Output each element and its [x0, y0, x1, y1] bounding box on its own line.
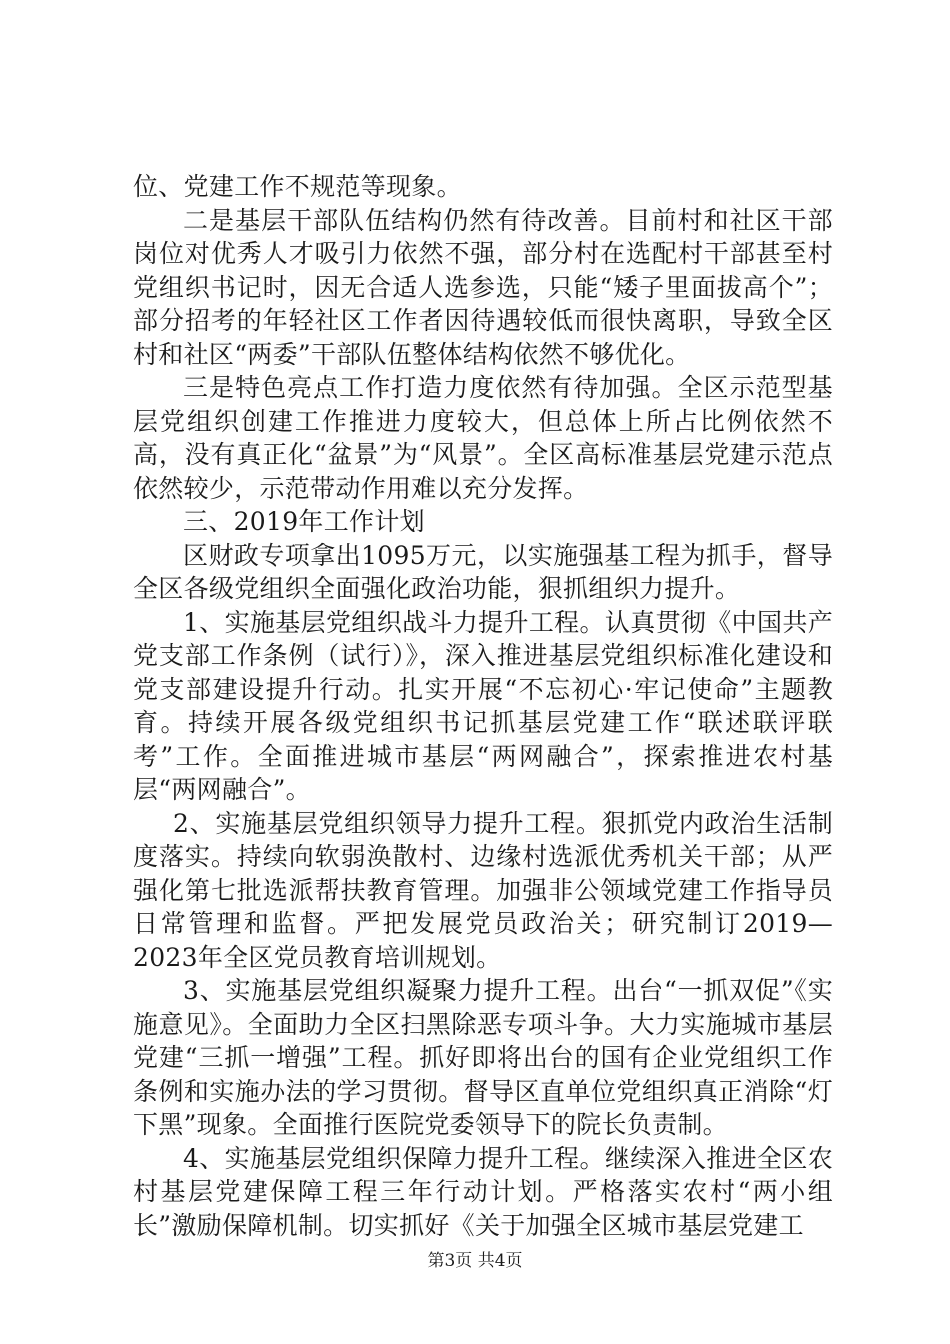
- paragraph-7: 2、实施基层党组织领导力提升工程。狠抓党内政治生活制度落实。持续向软弱涣散村、边缘村选派优秀机关干部；从严强化第七批选派帮扶教育管理。加强非公领域党建工作指导员日常管理和监督。严把发展党员政治关；研究制订2019—2023年全区党员教育培训规划。: [133, 808, 833, 972]
- paragraph-8: 3、实施基层党组织凝聚力提升工程。出台“一抓双促”《实施意见》。全面助力全区扫黑除恶专项斗争。大力实施城市基层党建“三抓一增强”工程。抓好即将出台的国有企业党组织工作条例和实施办法的学习贯彻。督导区直单位党组织真正消除“灯下黑”现象。全面推行医院党委领导下的院长负责制。: [133, 976, 833, 1139]
- paragraph-1: 位、党建工作不规范等现象。: [133, 172, 462, 201]
- paragraph-6: 1、实施基层党组织战斗力提升工程。认真贯彻《中国共产党支部工作条例（试行）》，深入推进基层党组织标准化建设和党支部建设提升行动。扎实开展“不忘初心·牢记使命”主题教育。持续开展各级党组织书记抓基层党建工作“联述联评联考”工作。全面推进城市基层“两网融合”，探索推进农村基层“两网融合”。: [133, 607, 833, 804]
- section-heading: 三、2019年工作计划: [183, 507, 425, 536]
- page-number-footer: 第3页 共4页: [427, 1251, 523, 1271]
- paragraph-2: 二是基层干部队伍结构仍然有待改善。目前村和社区干部岗位对优秀人才吸引力依然不强，部分村在选配村干部甚至村党组织书记时，因无合适人选参选，只能“矮子里面拔高个”；部分招考的年轻社区工作者因待遇较低而很快离职，导致全区村和社区“两委”干部队伍整体结构依然不够优化。: [133, 205, 833, 369]
- paragraph-5: 区财政专项拿出1095万元，以实施强基工程为抓手，督导全区各级党组织全面强化政治功能，狠抓组织力提升。: [133, 540, 833, 603]
- paragraph-3: 三是特色亮点工作打造力度依然有待加强。全区示范型基层党组织创建工作推进力度较大，但总体上所占比例依然不高，没有真正化“盆景”为“风景”。全区高标准基层党建示范点依然较少，示范带动作用难以充分发挥。: [133, 373, 833, 503]
- paragraph-9: 4、实施基层党组织保障力提升工程。继续深入推进全区农村基层党建保障工程三年行动计划。严格落实农村“两小组长”激励保障机制。切实抓好《关于加强全区城市基层党建工: [133, 1143, 833, 1240]
- document-body: [133, 170, 833, 1242]
